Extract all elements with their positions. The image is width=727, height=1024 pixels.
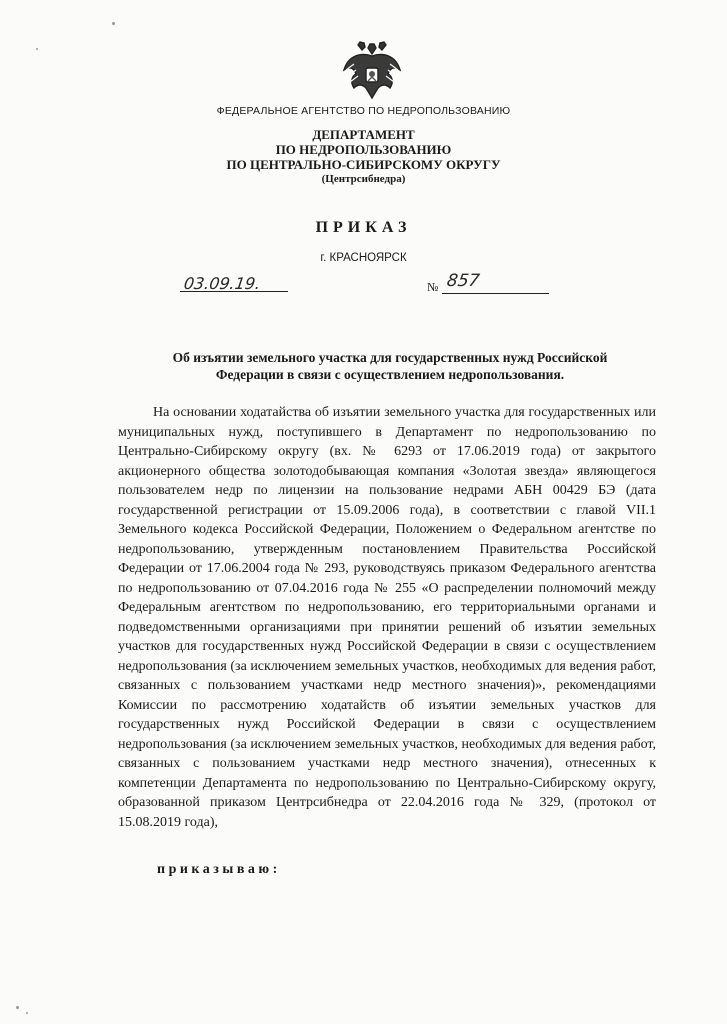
date-underline bbox=[180, 291, 288, 292]
handwritten-date: 03.09.19. bbox=[182, 274, 262, 293]
scan-speck bbox=[36, 48, 38, 50]
city: г. КРАСНОЯРСК bbox=[320, 252, 407, 264]
department-line: ПО НЕДРОПОЛЬЗОВАНИЮ bbox=[275, 142, 452, 157]
handwritten-number: 857 bbox=[445, 271, 481, 291]
scan-speck bbox=[16, 1006, 19, 1009]
department-short-name: (Центрсибнедра) bbox=[321, 173, 406, 185]
coat-of-arms-icon bbox=[340, 40, 404, 104]
department-line: ДЕПАРТАМЕНТ bbox=[312, 127, 415, 142]
body-paragraph: На основании ходатайства об изъятии земельного участка для государственных или муниципальных нужд, поступившего в Департамент по недропользованию по Центрально-Сибирскому округу (вх. № 6293 от 17.06.2019 года) от закрытого акционерного общества золотодобывающая компания «Золотая звезда» являющегося пользователем недр по лицензии на пользование недрами АБН 00429 БЭ (дата государственной регистрации от 15.09.2006 года), в соответствии с главой VII.1 Земельного кодекса Российской Федерации, Положением о Федеральном агентстве по недропользованию, утвержденным постановлением Правительства Российской Федерации от 17.06.2004 года № 293, руководствуясь приказом Федерального агентства по недропользованию от 07.04.2016 года № 255 «О распределении полномочий между Федеральным агентством по недропользованию, его территориальными органами и подведомственными организациями при принятии решений об изъятии земельных участков для государственных нужд Российской Федерации в связи с осуществлением недропользования (за исключением земельных участков, необходимых для ведения работ, связанных с пользованием участками недр местного значения)», рекомендациями Комиссии по рассмотрению ходатайств об изъятии земельных участков для государственных нужд Российской Федерации в связи с осуществлением недропользования (за исключением земельных участков, необходимых для ведения работ, связанных с пользованием участками недр местного значения), отнесенных к компетенции Департамента по недропользованию по Центрально-Сибирскому округу, образованной приказом Центрсибнедра от 22.04.2016 года № 329, (протокол от 15.08.2019 года), bbox=[118, 405, 656, 830]
agency-name: ФЕДЕРАЛЬНОЕ АГЕНТСТВО ПО НЕДРОПОЛЬЗОВАНИЮ bbox=[216, 105, 511, 117]
document-type-title: ПРИКАЗ bbox=[315, 219, 412, 236]
order-word: приказываю: bbox=[157, 862, 281, 877]
subject-line: Федерации в связи с осуществлением недропользования. bbox=[215, 367, 565, 382]
scan-speck bbox=[26, 1012, 28, 1014]
document-subject bbox=[140, 349, 640, 383]
scan-speck bbox=[112, 22, 115, 25]
number-underline bbox=[442, 293, 549, 294]
subject-line: Об изъятии земельного участка для государственных нужд Российской bbox=[172, 350, 608, 365]
number-label: № bbox=[427, 280, 439, 294]
department-line: ПО ЦЕНТРАЛЬНО-СИБИРСКОМУ ОКРУГУ bbox=[226, 157, 501, 172]
department-title bbox=[0, 127, 727, 187]
